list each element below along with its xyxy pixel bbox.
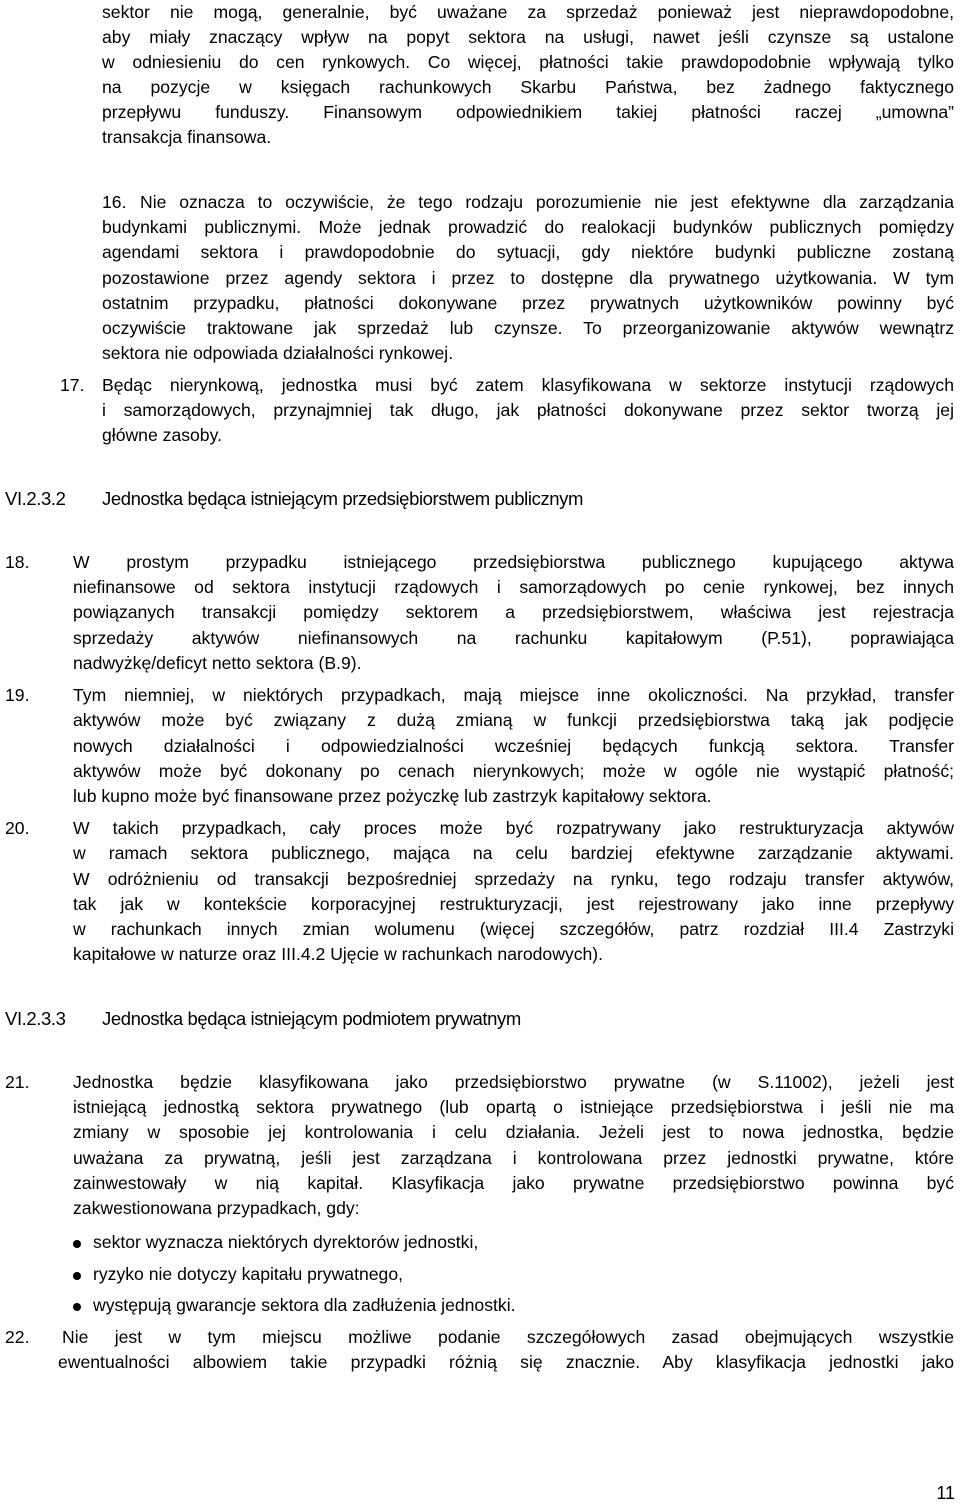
- text-line: niefinansowe od sektora instytucji rządowych i samorządowych po cenie rynkowej, bez innych: [73, 577, 954, 597]
- text-line: w ramach sektora publicznego, mająca na celu bardziej efektywne zarządzanie aktywami.: [73, 843, 954, 863]
- text-line: tak jak w kontekście korporacyjnej restrukturyzacji, jest rejestrowany jako inne przepływy: [73, 894, 954, 914]
- text-line: w odniesieniu do cen rynkowych. Co więcej, płatności takie prawdopodobnie wpływają tylko: [102, 52, 954, 72]
- text-line: zainwestowały w nią kapitał. Klasyfikacja jako prywatne przedsiębiorstwo powinna być: [73, 1173, 954, 1193]
- text-line: zakwestionowana przypadkach, gdy:: [73, 1198, 360, 1218]
- section-heading: [5, 1007, 521, 1031]
- text-line: sektor nie mogą, generalnie, być uważane za sprzedaż ponieważ jest nieprawdopodobne,: [102, 2, 954, 22]
- text-line: sprzedaży aktywów niefinansowych na rachunku kapitałowym (P.51), poprawiająca: [73, 628, 954, 648]
- text-line: uważana za prywatną, jeśli jest zarządzana i kontrolowana przez jednostki prywatne, które: [73, 1148, 954, 1168]
- text-line: W odróżnieniu od transakcji bezpośredniej sprzedaży na rynku, tego rodzaju transfer aktywów,: [73, 869, 954, 889]
- text-line: Będąc nierynkową, jednostka musi być zatem klasyfikowana w sektorze instytucji rządowych: [102, 375, 954, 395]
- text-line: istniejącą jednostką sektora prywatnego (lub opartą o istniejące przedsiębiorstwa i jeśli nie ma: [73, 1097, 954, 1117]
- text-line: aby miały znaczący wpływ na popyt sektora na usługi, nawet jeśli czynsze są ustalone: [102, 27, 954, 47]
- bullet-icon: [73, 1240, 81, 1248]
- paragraph-number: 20.: [5, 818, 30, 838]
- list-item-text: sektor wyznacza niektórych dyrektorów jednostki,: [93, 1232, 479, 1252]
- text-line: budynkami publicznymi. Może jednak prowadzić do realokacji budynków publicznych pomiędzy: [102, 217, 954, 237]
- section-number: VI.2.3.3: [5, 1008, 66, 1029]
- paragraph-number: 22.: [5, 1327, 30, 1347]
- text-line: oczywiście traktowane jak sprzedaż lub czynsze. To przeorganizowanie aktywów wewnątrz: [102, 318, 954, 338]
- text-line: przepływu funduszy. Finansowym odpowiednikiem takiej płatności raczej „umowna”: [102, 102, 954, 122]
- text-line: ewentualności albowiem takie przypadki różnią się znacznie. Aby klasyfikacja jednostki jako: [58, 1352, 954, 1372]
- text-line: i samorządowych, przynajmniej tak długo, jak płatności dokonywane przez sektor tworzą jej: [102, 400, 954, 420]
- list-item-text: ryzyko nie dotyczy kapitału prywatnego,: [93, 1264, 403, 1284]
- text-line: transakcja finansowa.: [102, 127, 272, 147]
- paragraph-number: 16.: [102, 192, 127, 212]
- bullet-icon: [73, 1303, 81, 1311]
- text-line: W prostym przypadku istniejącego przedsiębiorstwa publicznego kupującego aktywa: [73, 552, 954, 572]
- paragraph-number: 17.: [60, 375, 85, 395]
- text-line: Tym niemniej, w niektórych przypadkach, mają miejsce inne okoliczności. Na przykład, transfer: [73, 685, 954, 705]
- text-line: ostatnim przypadku, płatności dokonywane przez prywatnych użytkowników powinny być: [102, 293, 954, 313]
- text-line: w rachunkach innych zmian wolumenu (więcej szczegółów, patrz rozdział III.4 Zastrzyki: [73, 919, 954, 939]
- section-title: Jednostka będąca istniejącym podmiotem prywatnym: [102, 1008, 521, 1029]
- text-line: na pozycje w księgach rachunkowych Skarbu Państwa, bez żadnego faktycznego: [102, 77, 954, 97]
- paragraph-number: 19.: [5, 685, 30, 705]
- text-line: lub kupno może być finansowane przez pożyczkę lub zastrzyk kapitałowy sektora.: [73, 786, 712, 806]
- paragraph-number: 21.: [5, 1072, 30, 1092]
- text-line: zmiany w sposobie jej kontrolowania i celu działania. Jeżeli jest to nowa jednostka, będzie: [73, 1122, 954, 1142]
- text-line: Jednostka będzie klasyfikowana jako przedsiębiorstwo prywatne (w S.11002), jeżeli jest: [73, 1072, 954, 1092]
- paragraph-number: 18.: [5, 552, 30, 572]
- text-line: agendami sektora i prawdopodobnie do sytuacji, gdy niektóre budynki publiczne zostaną: [102, 242, 954, 262]
- text-line: pozostawione przez agendy sektora i przez to dostępne dla prywatnego użytkowania. W tym: [102, 268, 954, 288]
- text-line: główne zasoby.: [102, 425, 222, 445]
- text-line: aktywów może być dokonany po cenach nierynkowych; może w ogóle nie wystąpić płatność;: [73, 761, 954, 781]
- section-number: VI.2.3.2: [5, 488, 66, 509]
- text-line: nowych działalności i odpowiedzialności wcześniej będących funkcją sektora. Transfer: [73, 736, 954, 756]
- page-number: 11: [936, 1483, 955, 1503]
- bullet-icon: [73, 1272, 81, 1280]
- text-line: nadwyżkę/deficyt netto sektora (B.9).: [73, 653, 362, 673]
- text-line: kapitałowe w naturze oraz III.4.2 Ujęcie w rachunkach narodowych).: [73, 944, 604, 964]
- text-line: sektora nie odpowiada działalności rynkowej.: [102, 343, 454, 363]
- text-line: aktywów może być związany z dużą zmianą w funkcji przedsiębiorstwa taką jak podjęcie: [73, 710, 954, 730]
- section-title: Jednostka będąca istniejącym przedsiębiorstwem publicznym: [102, 488, 584, 509]
- list-item-text: występują gwarancje sektora dla zadłużenia jednostki.: [93, 1295, 516, 1315]
- text-line: Nie oznacza to oczywiście, że tego rodzaju porozumienie nie jest efektywne dla zarządzania: [140, 192, 954, 212]
- text-line: powiązanych transakcji pomiędzy sektorem a przedsiębiorstwem, właściwa jest rejestracja: [73, 602, 954, 622]
- text-line: Nie jest w tym miejscu możliwe podanie szczegółowych zasad obejmujących wszystkie: [62, 1327, 954, 1347]
- text-line: W takich przypadkach, cały proces może być rozpatrywany jako restrukturyzacja aktywów: [73, 818, 954, 838]
- section-heading: [5, 487, 583, 511]
